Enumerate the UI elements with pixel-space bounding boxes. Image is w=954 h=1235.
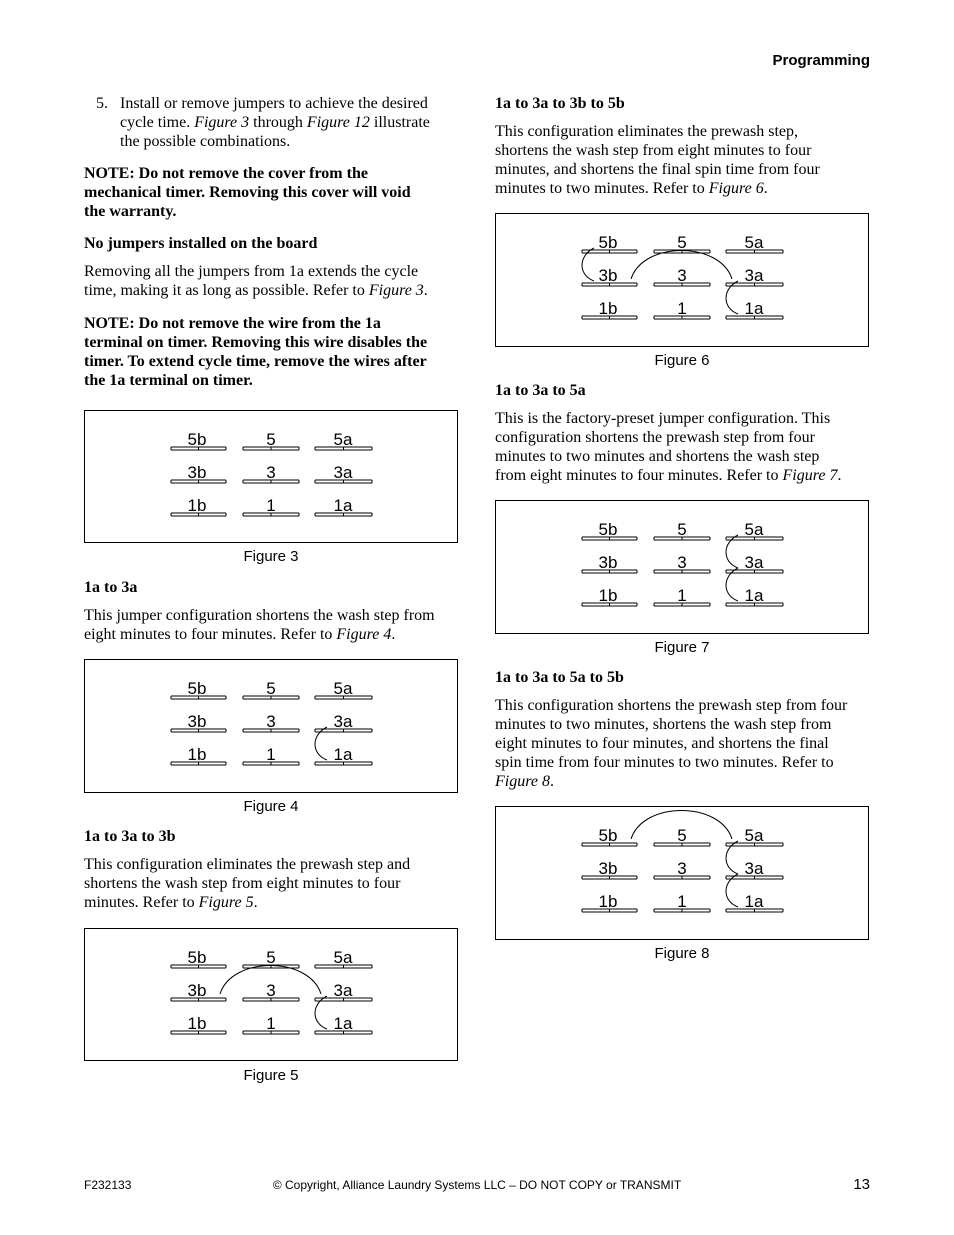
figure-ref: Figure 4 [336,626,392,643]
terminal-label-3b: 3b [598,553,618,572]
figure-4-caption: Figure 4 [243,798,299,815]
terminal-label-1: 1 [677,892,687,911]
terminal-pad-3b [171,480,226,483]
terminal-label-5b: 5b [598,826,618,845]
terminal-pad-5 [654,537,710,540]
step-5-line-1: Install or remove jumpers to achieve the desired [120,95,428,112]
text-1a-3a: This jumper configuration shortens the wash step from eight minutes to four minutes. Refer to Figure 4. [84,607,435,643]
terminal-label-1: 1 [677,586,687,605]
terminal-pad-1b [171,513,226,516]
terminal-pad-5b [582,843,637,846]
page-number: 13 [853,1176,870,1193]
heading-1a-3a: 1a to 3a [84,579,138,596]
terminal-label-5b: 5b [187,430,207,449]
terminal-pad-1b [171,1031,226,1034]
text-1a-3a-3b: This configuration eliminates the prewash step and shortens the wash step from eight minutes to four minutes. Refer to Figure 5. [84,856,411,911]
terminal-pad-1 [654,909,710,912]
terminal-label-5b: 5b [187,948,207,967]
footer-doc-id: F232133 [84,1178,132,1192]
terminal-label-5: 5 [677,826,687,845]
terminal-label-3b: 3b [187,981,207,1000]
terminal-diagram [85,411,457,542]
terminal-label-1: 1 [266,496,276,515]
terminal-label-3b: 3b [598,266,618,285]
figure-ref: Figure 3 [194,114,250,131]
terminal-pad-1b [171,762,226,765]
terminal-pad-3 [654,876,710,879]
terminal-label-5a: 5a [333,679,353,698]
terminal-label-1b: 1b [598,299,618,318]
terminal-pad-3 [243,729,299,732]
terminal-label-1: 1 [266,1014,276,1033]
figure-3-caption: Figure 3 [243,548,299,565]
terminal-pad-5b [171,696,226,699]
figure-ref: Figure 7 [782,467,838,484]
terminal-pad-3b [171,998,226,1001]
heading-1a-3a-3b-5b: 1a to 3a to 3b to 5b [495,95,625,112]
terminal-pad-5 [243,696,299,699]
terminal-label-5a: 5a [744,826,764,845]
terminal-label-3b: 3b [598,859,618,878]
terminal-label-3: 3 [677,553,687,572]
terminal-diagram [85,929,457,1060]
terminal-pad-5a [726,250,783,253]
step-5-line-3: the possible combinations. [120,133,291,150]
terminal-pad-5 [243,447,299,450]
note-wire: NOTE: Do not remove the wire from the 1a terminal on timer. Removing this wire disables the timer. To extend cycle time, remove the wires after the 1a terminal on timer. [84,315,428,389]
terminal-diagram [496,807,868,939]
figure-7-box [495,500,869,634]
terminal-label-1: 1 [677,299,687,318]
terminal-pad-3 [654,283,710,286]
terminal-label-3: 3 [266,712,276,731]
figure-ref: Figure 3 [368,282,424,299]
terminal-label-1: 1 [266,745,276,764]
terminal-pad-3b [171,729,226,732]
terminal-pad-5a [315,447,372,450]
terminal-label-3b: 3b [187,463,207,482]
terminal-pad-3a [315,480,372,483]
heading-1a-3a-5a-5b: 1a to 3a to 5a to 5b [495,669,624,686]
terminal-pad-1a [726,909,783,912]
terminal-label-1b: 1b [598,586,618,605]
terminal-label-5: 5 [266,679,276,698]
terminal-label-1a: 1a [744,892,764,911]
terminal-pad-1b [582,603,637,606]
terminal-label-5a: 5a [744,520,764,539]
terminal-pad-3 [243,480,299,483]
terminal-label-3b: 3b [187,712,207,731]
terminal-label-5: 5 [677,233,687,252]
step-5-line-2: cycle time. Figure 3 through Figure 12 illustrate [120,114,430,131]
terminal-pad-5b [171,965,226,968]
figure-3-box [84,410,458,543]
terminal-label-1a: 1a [333,745,353,764]
terminal-pad-1a [315,513,372,516]
text-1a-3a-5a: This is the factory-preset jumper configuration. This configuration shortens the prewash step from four minutes to two minutes and shortens the wash step from eight minutes to four minutes. Refer to Figure 7. [495,410,842,484]
terminal-label-3a: 3a [744,859,764,878]
terminal-pad-3b [582,876,637,879]
terminal-pad-1a [726,316,783,319]
figure-ref: Figure 6 [708,180,764,197]
terminal-label-5: 5 [677,520,687,539]
terminal-pad-1a [315,762,372,765]
note-cover: NOTE: Do not remove the cover from the mechanical timer. Removing this cover will void the warranty. [84,165,411,220]
heading-1a-3a-3b: 1a to 3a to 3b [84,828,176,845]
figure-ref: Figure 12 [306,114,370,131]
terminal-label-3a: 3a [744,266,764,285]
section-header: Programming [772,52,870,69]
heading-no-jumpers: No jumpers installed on the board [84,235,318,252]
terminal-pad-1 [654,603,710,606]
terminal-pad-5 [654,843,710,846]
terminal-label-5a: 5a [744,233,764,252]
terminal-label-1b: 1b [187,496,207,515]
figure-4-box [84,659,458,793]
terminal-label-1a: 1a [744,299,764,318]
step-5-text [120,94,465,151]
terminal-pad-3b [582,283,637,286]
figure-ref: Figure 8 [495,773,550,790]
figure-8-box [495,806,869,940]
terminal-pad-5a [315,965,372,968]
terminal-label-1b: 1b [187,745,207,764]
terminal-label-3a: 3a [333,463,353,482]
terminal-pad-1 [654,316,710,319]
terminal-label-3: 3 [266,463,276,482]
text-1a-3a-3b-5b: This configuration eliminates the prewash step, shortens the wash step from eight minutes to four minutes, and shortens the final spin time from four minutes to two minutes. Refer to Figure 6. [495,123,820,197]
terminal-label-3a: 3a [333,712,353,731]
terminal-pad-5b [582,537,637,540]
terminal-pad-5b [171,447,226,450]
terminal-pad-1 [243,762,299,765]
terminal-pad-3 [243,998,299,1001]
terminal-diagram [496,501,868,633]
terminal-diagram [85,660,457,792]
terminal-pad-3b [582,570,637,573]
terminal-label-3a: 3a [744,553,764,572]
terminal-pad-5a [315,696,372,699]
terminal-pad-1b [582,316,637,319]
terminal-label-5a: 5a [333,430,353,449]
terminal-label-5: 5 [266,430,276,449]
terminal-label-5a: 5a [333,948,353,967]
terminal-pad-1a [726,603,783,606]
figure-8-caption: Figure 8 [654,945,710,962]
terminal-label-3: 3 [677,859,687,878]
text-1a-3a-5a-5b: This configuration shortens the prewash step from four minutes to two minutes, shortens the wash step from eight minutes to four minutes, and shortens the final spin time from four minutes to two minutes. Refer to Figure 8. [495,697,848,790]
terminal-label-1a: 1a [333,496,353,515]
figure-5-caption: Figure 5 [243,1067,299,1084]
figure-6-box [495,213,869,347]
terminal-label-5b: 5b [187,679,207,698]
figure-ref: Figure 5 [198,894,254,911]
terminal-diagram [496,214,868,346]
terminal-label-3: 3 [677,266,687,285]
figure-6-caption: Figure 6 [654,352,710,369]
step-number: 5. [96,95,108,112]
terminal-label-3: 3 [266,981,276,1000]
terminal-label-5b: 5b [598,520,618,539]
terminal-label-1b: 1b [187,1014,207,1033]
terminal-label-5: 5 [266,948,276,967]
terminal-pad-1 [243,1031,299,1034]
figure-5-box [84,928,458,1061]
terminal-pad-1a [315,1031,372,1034]
heading-1a-3a-5a: 1a to 3a to 5a [495,382,586,399]
terminal-label-1a: 1a [744,586,764,605]
terminal-label-1b: 1b [598,892,618,911]
terminal-pad-3 [654,570,710,573]
terminal-pad-1 [243,513,299,516]
footer-copyright: © Copyright, Alliance Laundry Systems LLC – DO NOT COPY or TRANSMIT [272,1178,682,1192]
no-jumpers-text: Removing all the jumpers from 1a extends the cycle time, making it as long as possible. Refer to Figure 3. [84,263,428,299]
terminal-pad-1b [582,909,637,912]
terminal-label-5b: 5b [598,233,618,252]
terminal-label-3a: 3a [333,981,353,1000]
figure-7-caption: Figure 7 [654,639,710,656]
terminal-label-1a: 1a [333,1014,353,1033]
